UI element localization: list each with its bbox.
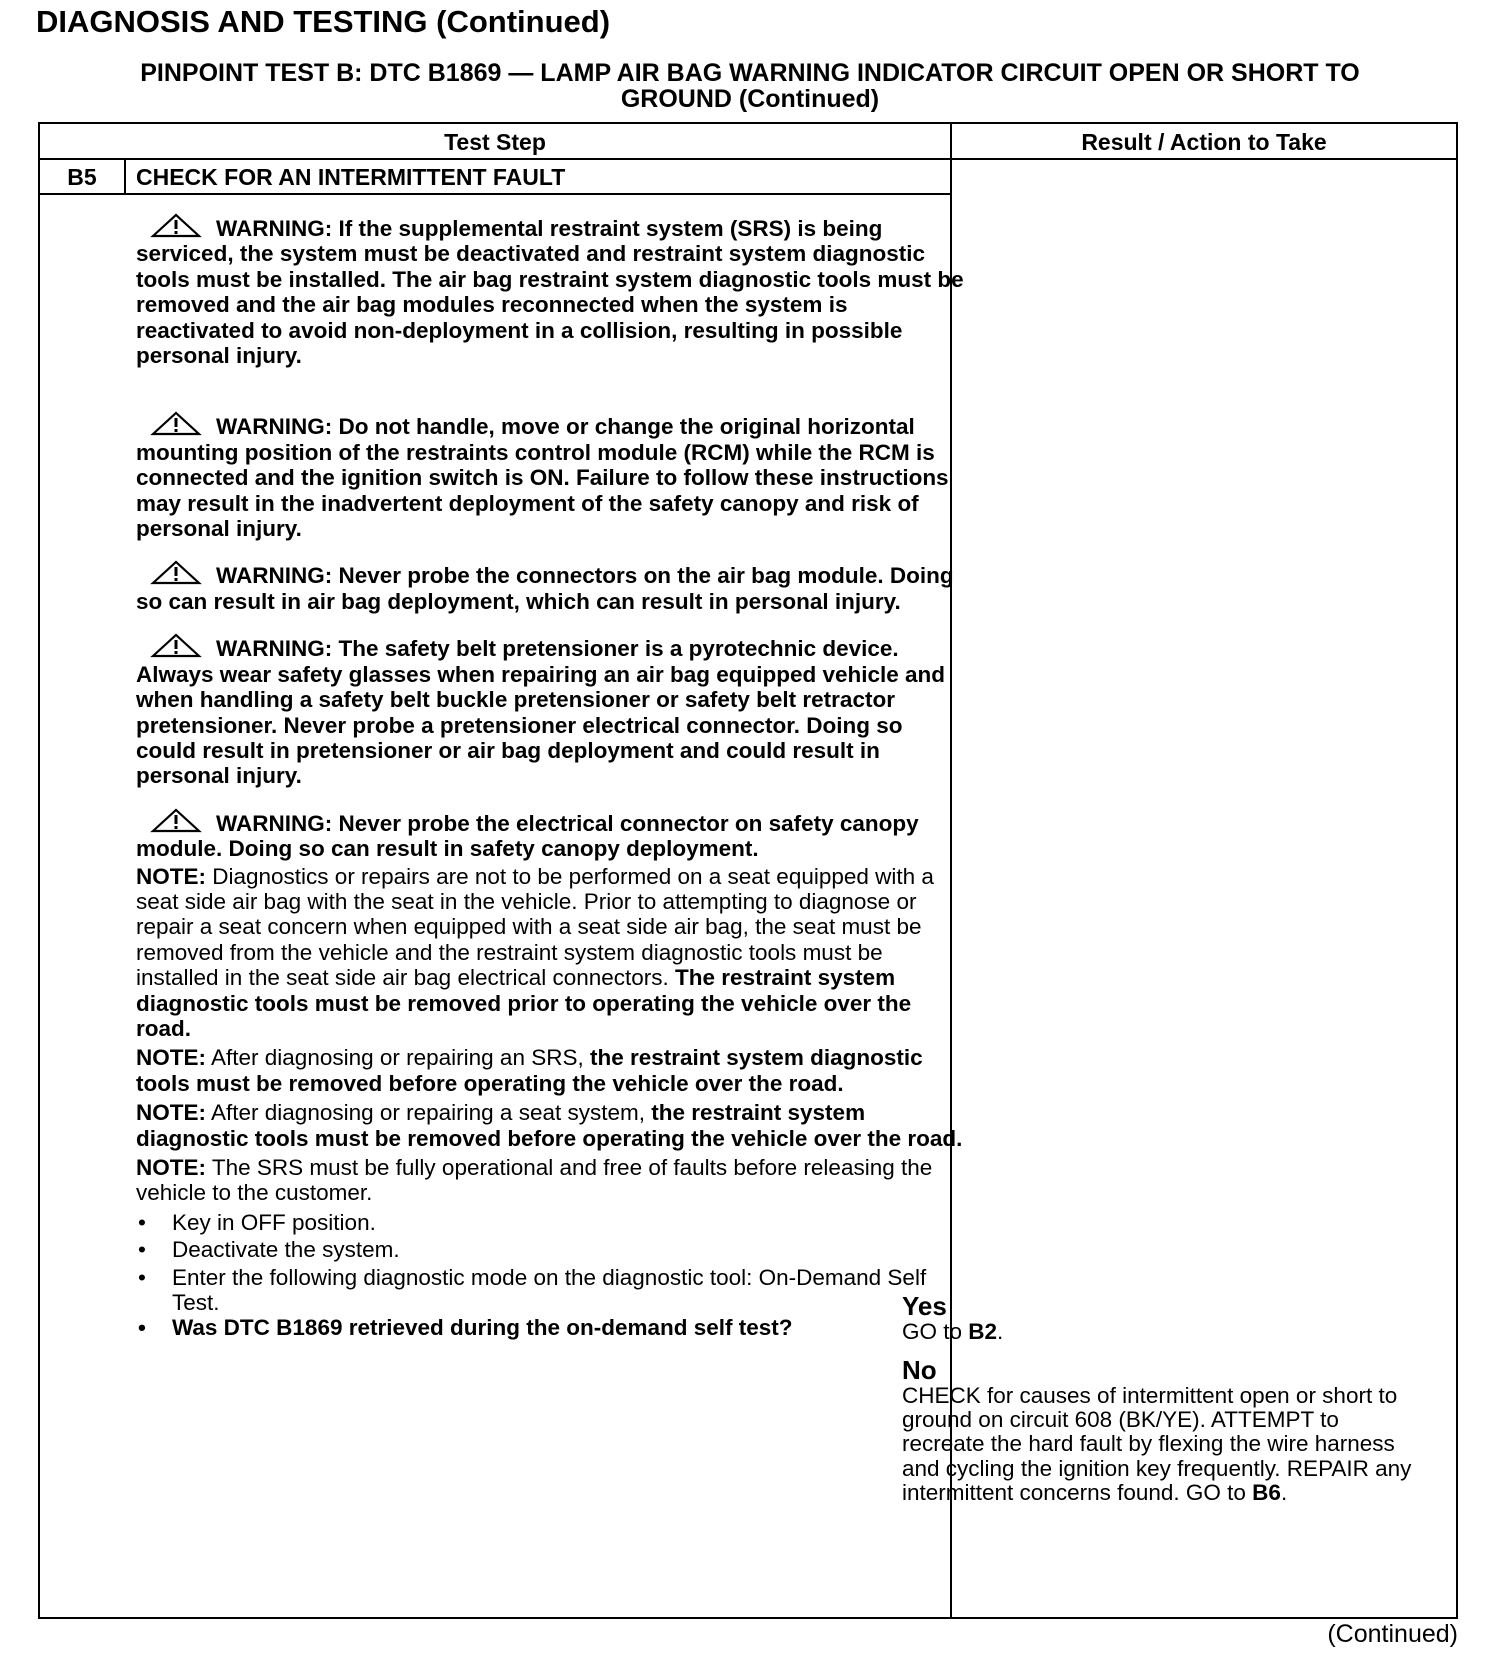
subtitle-line-1: PINPOINT TEST B: DTC B1869 — LAMP AIR BAG WARNING INDICATOR CIRCUIT OPEN OR SHORT TO <box>140 59 1360 87</box>
warning-text: WARNING: If the supplemental restraint system (SRS) is being serviced, the system must be deactivated and restraint system diagnostic tools must be installed. The air bag restraint system diagnostic tools must be removed and the air bag modules reconnected when the system is reactivated to avoid non-deployment in a collision, resulting in possible personal injury. <box>136 216 964 369</box>
result-no-action <box>902 1384 1422 1505</box>
note-text: Diagnostics or repairs are not to be performed on a seat equipped with a seat side air bag with the seat in the vehicle. Prior to attempting to diagnose or repair a seat concern when equipped with a seat side air bag, the seat must be removed from the vehicle and the restraint system diagnostic tools must be installed in the seat side air bag electrical connectors. <box>136 863 934 991</box>
warning-air-bag-module <box>136 559 966 614</box>
warning-text: WARNING: Never probe the electrical connector on safety canopy module. Doing so can result in safety canopy deployment. <box>136 810 919 862</box>
step-id-divider <box>124 159 126 194</box>
note-emphasis: the restraint system diagnostic tools must be removed before operating the vehicle over the road. <box>136 1100 963 1151</box>
note-emphasis: the restraint system diagnostic tools must be removed before operating the vehicle over the road. <box>136 1045 923 1096</box>
step-id: B5 <box>67 164 97 190</box>
header-result: Result / Action to Take <box>1081 129 1327 155</box>
result-no-label: No <box>902 1355 937 1385</box>
header-test-step: Test Step <box>444 129 546 155</box>
result-yes-end: . <box>997 1319 1004 1344</box>
warning-triangle-icon <box>150 632 202 658</box>
result-no-target: B6 <box>1252 1479 1281 1505</box>
result-yes-target: B2 <box>968 1319 998 1344</box>
warning-pretensioner <box>136 632 966 788</box>
step-title: CHECK FOR AN INTERMITTENT FAULT <box>136 164 566 190</box>
pinpoint-test-table <box>38 122 1458 1619</box>
result-no-text: CHECK for causes of intermittent open or short to ground on circuit 608 (BK/YE). ATTEMPT to recreate the hard fault by flexing the wire harness and cycling the ignition key frequently. REPAIR any intermittent concerns found. GO to <box>902 1383 1412 1505</box>
step-body <box>136 212 966 1341</box>
note-text: The SRS must be fully operational and free of faults before releasing the vehicle to the customer. <box>136 1155 933 1206</box>
result-no <box>902 1356 1422 1505</box>
note-label: NOTE: <box>136 1045 206 1071</box>
continued-label: (Continued) <box>1327 1620 1458 1648</box>
note-emphasis: The restraint system diagnostic tools must be removed prior to operating the vehicle over the road. <box>136 965 912 1041</box>
warning-triangle-icon <box>150 410 202 436</box>
warning-triangle-icon <box>150 212 202 238</box>
list-item: • Enter the following diagnostic mode on the diagnostic tool: On-Demand Self Test. <box>136 1265 966 1316</box>
warning-text: WARNING: Do not handle, move or change the original horizontal mounting position of the restraints control module (RCM) while the RCM is connected and the ignition switch is ON. Failure to follow these instructions may result in the inadvertent deployment of the safety canopy and risk of personal injury. <box>136 414 949 542</box>
question-item: • Was DTC B1869 retrieved during the on-demand self test? <box>136 1315 966 1340</box>
subtitle-line-2: GROUND (Continued) <box>620 85 880 113</box>
list-item: • Key in OFF position. <box>136 1210 966 1235</box>
note-label: NOTE: <box>136 1155 206 1180</box>
result-yes-action <box>902 1320 1422 1344</box>
result-yes <box>902 1292 1422 1344</box>
note-after-srs <box>136 1045 966 1096</box>
pinpoint-test-title <box>40 60 1460 112</box>
note-text: After diagnosing or repairing an SRS, <box>206 1045 590 1071</box>
warning-safety-canopy <box>136 807 966 862</box>
warning-text: WARNING: The safety belt pretensioner is a pyrotechnic device. Always wear safety glasses when repairing an air bag equipped vehicle and when handling a safety belt buckle pretensioner or safety belt retractor pretensioner. Never probe a pretensioner electrical connector. Doing so could result in pretensioner or air bag deployment and could result in personal injury. <box>136 636 946 789</box>
result-no-end: . <box>1280 1479 1288 1505</box>
warning-text: WARNING: Never probe the connectors on the air bag module. Doing so can result in air bag deployment, which can result in personal injury. <box>136 563 954 614</box>
note-label: NOTE: <box>136 1100 206 1126</box>
note-after-seat-system <box>136 1100 966 1151</box>
note-seat-side-air-bag <box>136 864 966 1042</box>
warning-rcm <box>136 410 966 541</box>
warning-srs <box>136 212 966 368</box>
warning-triangle-icon <box>150 559 202 585</box>
warning-triangle-icon <box>150 807 202 833</box>
page-title: DIAGNOSIS AND TESTING (Continued) <box>36 4 611 39</box>
note-text: After diagnosing or repairing a seat system, <box>206 1100 652 1126</box>
procedure-list <box>136 1210 966 1341</box>
note-srs-operational <box>136 1155 966 1206</box>
result-yes-text: GO to <box>902 1319 969 1344</box>
note-label: NOTE: <box>136 863 206 889</box>
result-yes-label: Yes <box>902 1291 947 1321</box>
list-item: • Deactivate the system. <box>136 1237 966 1262</box>
